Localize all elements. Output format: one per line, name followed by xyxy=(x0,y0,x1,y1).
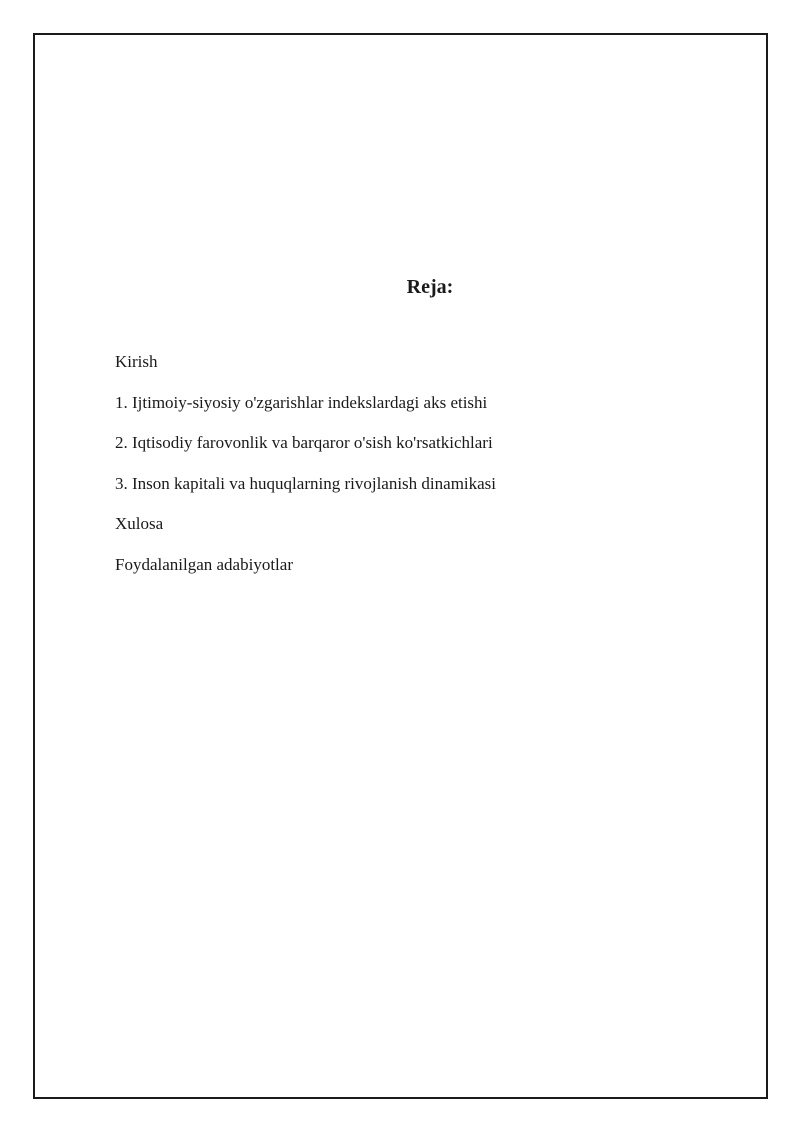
plan-item-introduction: Kirish xyxy=(115,352,158,371)
plan-list xyxy=(115,351,496,595)
plan-item-2: 2. Iqtisodiy farovonlik va barqaror o'sish ko'rsatkichlari xyxy=(115,433,493,453)
plan-item-conclusion: Xulosa xyxy=(115,514,164,534)
plan-item-1: 1. Ijtimoiy-siyosiy o'zgarishlar indekslardagi aks etishi xyxy=(115,392,488,412)
plan-item-references: Foydalanilgan adabiyotlar xyxy=(115,554,293,574)
plan-item-3: 3. Inson kapitali va huquqlarning rivojlanish dinamikasi xyxy=(115,473,497,493)
page-title: Reja: xyxy=(406,276,454,298)
